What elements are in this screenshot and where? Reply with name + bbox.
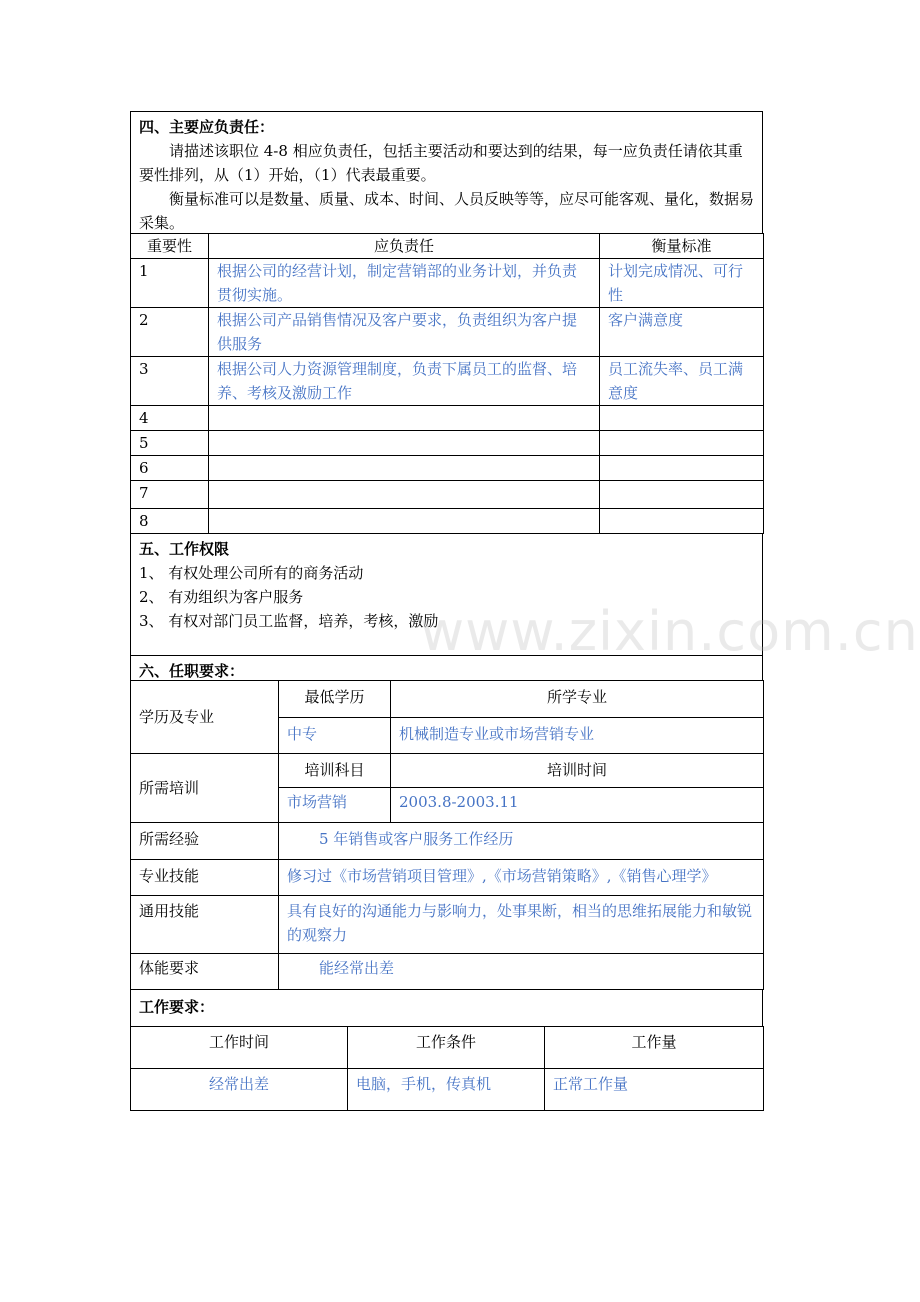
section4-title: 四、主要应负责任： bbox=[139, 118, 275, 136]
qualification-table bbox=[130, 680, 764, 990]
experience-label: 所需经验 bbox=[131, 823, 279, 860]
training-subject-value: 市场营销 bbox=[279, 788, 391, 823]
rank-cell: 3 bbox=[131, 357, 209, 406]
work-value-row bbox=[131, 1069, 764, 1111]
training-label: 所需培训 bbox=[131, 754, 279, 823]
experience-row bbox=[131, 823, 764, 860]
rank-cell: 8 bbox=[131, 509, 209, 534]
watermark: www.zixin.com.cn bbox=[420, 600, 919, 663]
duty-cell bbox=[209, 456, 600, 481]
physical-label: 体能要求 bbox=[131, 954, 279, 990]
measure-cell: 客户满意度 bbox=[600, 308, 764, 357]
table-row bbox=[131, 357, 764, 406]
job-description-sheet bbox=[130, 111, 763, 1111]
work-time-value: 经常出差 bbox=[131, 1069, 348, 1111]
rank-cell: 5 bbox=[131, 431, 209, 456]
training-header-row bbox=[131, 754, 764, 788]
experience-value: 5 年销售或客户服务工作经历 bbox=[279, 823, 764, 860]
measure-cell bbox=[600, 456, 764, 481]
section4-intro bbox=[130, 111, 763, 234]
table-row bbox=[131, 406, 764, 431]
general-skill-label: 通用技能 bbox=[131, 896, 279, 954]
header-duty: 应负责任 bbox=[209, 234, 600, 259]
work-table bbox=[130, 1026, 764, 1111]
measure-cell bbox=[600, 481, 764, 509]
header-measure: 衡量标准 bbox=[600, 234, 764, 259]
education-level-header: 最低学历 bbox=[279, 681, 391, 718]
work-time-header: 工作时间 bbox=[131, 1027, 348, 1069]
education-major-header: 所学专业 bbox=[391, 681, 764, 718]
work-condition-value: 电脑，手机，传真机 bbox=[348, 1069, 545, 1111]
training-time-value: 2003.8-2003.11 bbox=[391, 788, 764, 823]
education-level-value: 中专 bbox=[279, 718, 391, 754]
work-load-value: 正常工作量 bbox=[545, 1069, 764, 1111]
skill-row bbox=[131, 860, 764, 896]
duty-cell bbox=[209, 431, 600, 456]
work-header-row bbox=[131, 1027, 764, 1069]
authority-item: 2、 有劝组织为客户服务 bbox=[139, 588, 304, 606]
education-major-value: 机械制造专业或市场营销专业 bbox=[391, 718, 764, 754]
rank-cell: 1 bbox=[131, 259, 209, 308]
table-row bbox=[131, 509, 764, 534]
education-header-row bbox=[131, 681, 764, 718]
rank-cell: 7 bbox=[131, 481, 209, 509]
general-skill-row bbox=[131, 896, 764, 954]
physical-row bbox=[131, 954, 764, 990]
duty-cell: 根据公司的经营计划，制定营销部的业务计划，并负责贯彻实施。 bbox=[209, 259, 600, 308]
duty-cell bbox=[209, 406, 600, 431]
section5-title: 五、工作权限 bbox=[139, 540, 230, 558]
duty-cell: 根据公司人力资源管理制度，负责下属员工的监督、培养、考核及激励工作 bbox=[209, 357, 600, 406]
section4-desc2: 衡量标准可以是数量、质量、成本、时间、人员反映等等，应尽可能客观、量化，数据易采集。 bbox=[139, 190, 755, 232]
responsibility-table bbox=[130, 233, 764, 534]
table-row bbox=[131, 431, 764, 456]
education-label: 学历及专业 bbox=[131, 681, 279, 754]
table-row bbox=[131, 259, 764, 308]
section4-desc1: 请描述该职位 4-8 相应负责任，包括主要活动和要达到的结果，每一应负责任请依其重要性排列，从（1）开始，（1）代表最重要。 bbox=[139, 142, 743, 184]
measure-cell: 员工流失率、员工满意度 bbox=[600, 357, 764, 406]
measure-cell bbox=[600, 406, 764, 431]
skill-value: 修习过《市场营销项目管理》,《市场营销策略》,《销售心理学》 bbox=[279, 860, 764, 896]
duty-cell: 根据公司产品销售情况及客户要求，负责组织为客户提供服务 bbox=[209, 308, 600, 357]
physical-value: 能经常出差 bbox=[279, 954, 764, 990]
measure-cell: 计划完成情况、可行性 bbox=[600, 259, 764, 308]
table-row bbox=[131, 481, 764, 509]
rank-cell: 4 bbox=[131, 406, 209, 431]
measure-cell bbox=[600, 431, 764, 456]
skill-label: 专业技能 bbox=[131, 860, 279, 896]
header-rank: 重要性 bbox=[131, 234, 209, 259]
rank-cell: 2 bbox=[131, 308, 209, 357]
section5-block bbox=[130, 533, 763, 656]
responsibility-header-row bbox=[131, 234, 764, 259]
authority-item: 3、 有权对部门员工监督，培养，考核，激励 bbox=[139, 612, 439, 630]
duty-cell bbox=[209, 509, 600, 534]
authority-item: 1、 有权处理公司所有的商务活动 bbox=[139, 564, 364, 582]
measure-cell bbox=[600, 509, 764, 534]
work-load-header: 工作量 bbox=[545, 1027, 764, 1069]
section6-title: 六、任职要求： bbox=[130, 655, 763, 681]
table-row bbox=[131, 456, 764, 481]
work-condition-header: 工作条件 bbox=[348, 1027, 545, 1069]
training-time-header: 培训时间 bbox=[391, 754, 764, 788]
training-subject-header: 培训科目 bbox=[279, 754, 391, 788]
rank-cell: 6 bbox=[131, 456, 209, 481]
duty-cell bbox=[209, 481, 600, 509]
work-title: 工作要求： bbox=[130, 989, 763, 1027]
table-row bbox=[131, 308, 764, 357]
general-skill-value: 具有良好的沟通能力与影响力，处事果断，相当的思维拓展能力和敏锐的观察力 bbox=[279, 896, 764, 954]
